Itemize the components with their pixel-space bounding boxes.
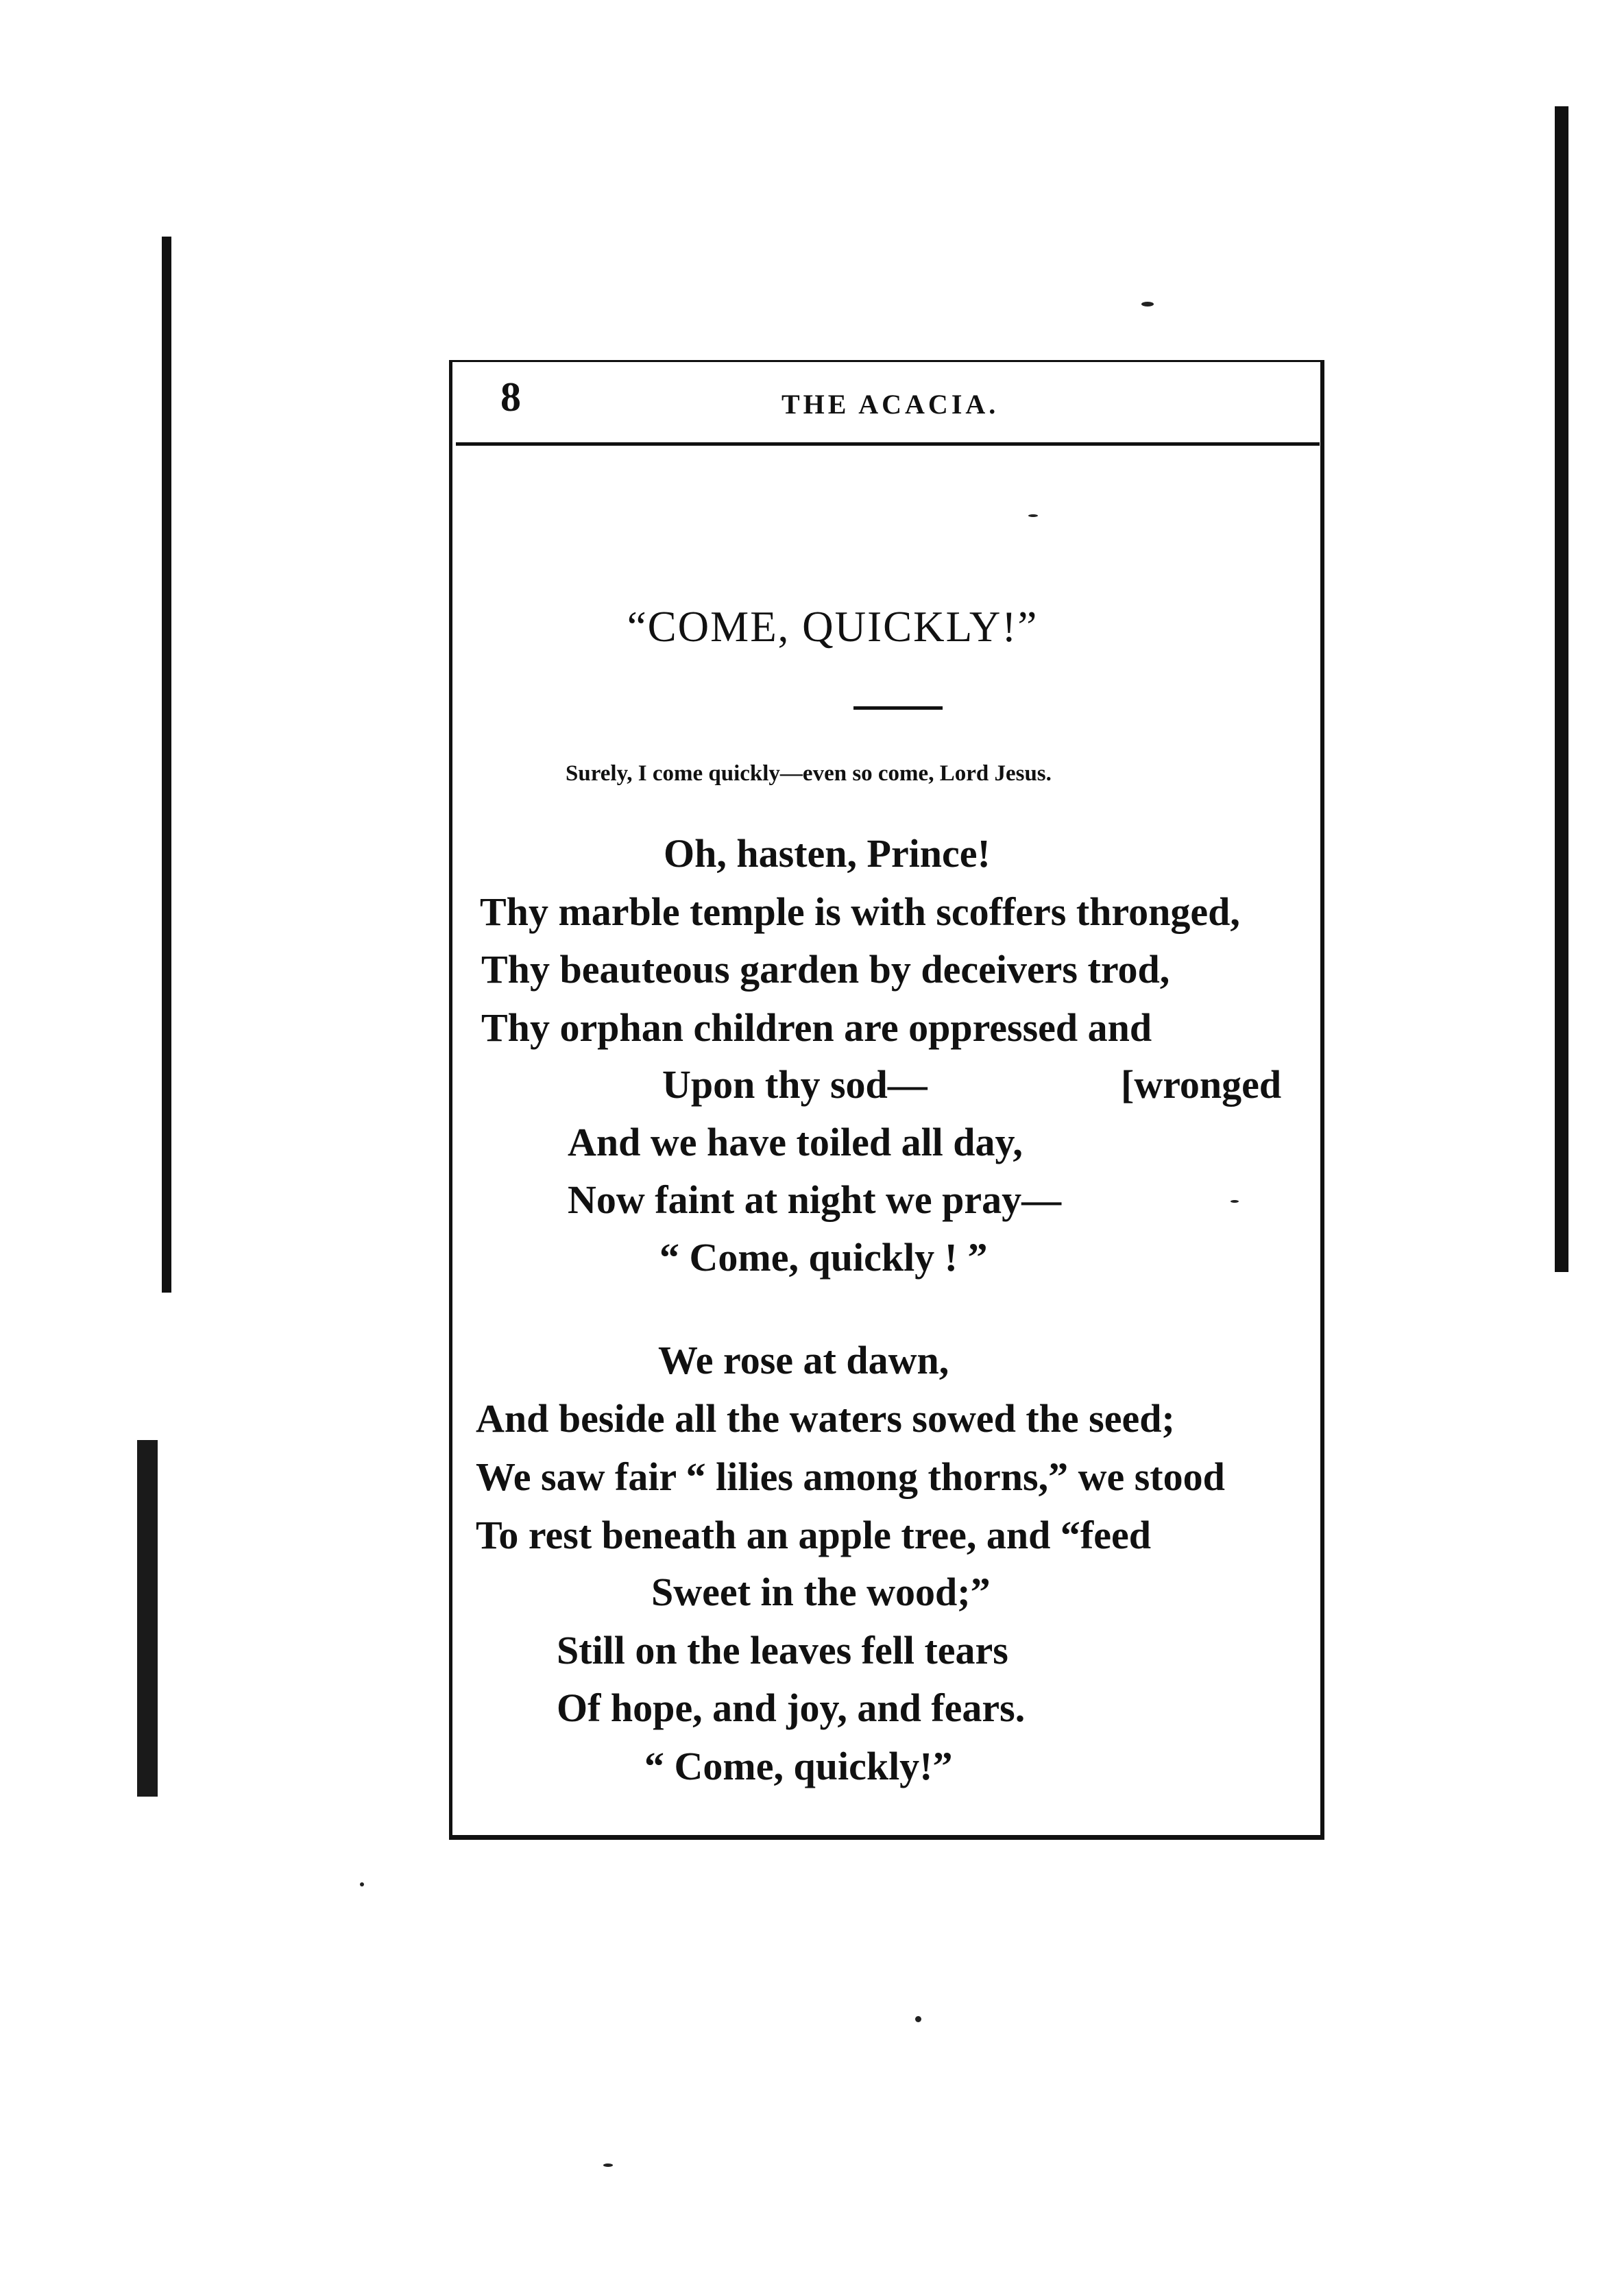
verse-line: Thy marble temple is with scoffers thronged,	[480, 889, 1240, 934]
scan-speck	[360, 1882, 364, 1886]
verse-line: And beside all the waters sowed the seed;	[476, 1396, 1175, 1441]
scan-speck	[1141, 302, 1154, 307]
header-rule	[456, 442, 1320, 446]
epigraph: Surely, I come quickly—even so come, Lord Jesus.	[566, 761, 1052, 786]
verse-line: We rose at dawn,	[658, 1338, 949, 1382]
scan-edge-left	[162, 237, 171, 1293]
scan-speck	[915, 2016, 921, 2022]
scan-speck	[603, 2163, 613, 2167]
verse-line: Thy orphan children are oppressed and	[481, 1005, 1152, 1050]
verse-refrain: “ Come, quickly ! ”	[659, 1235, 988, 1280]
scan-edge-left-lower	[137, 1440, 158, 1797]
title-rule	[853, 706, 943, 710]
scan-edge-right	[1555, 106, 1568, 1272]
verse-refrain: “ Come, quickly!”	[644, 1744, 953, 1788]
verse-line: Now faint at night we pray—	[568, 1177, 1062, 1222]
poem-title: “COME, QUICKLY!”	[627, 603, 1039, 651]
verse-line: Oh, hasten, Prince!	[664, 831, 991, 876]
verse-line: Of hope, and joy, and fears.	[557, 1686, 1026, 1730]
verse-line: And we have toiled all day,	[568, 1120, 1023, 1164]
verse-line: Thy beauteous garden by deceivers trod,	[481, 947, 1170, 992]
verse-line: We saw fair “ lilies among thorns,” we stood	[476, 1454, 1225, 1499]
verse-line-turnover: [wronged	[1121, 1062, 1282, 1107]
page-number: 8	[500, 374, 521, 420]
verse-line: Still on the leaves fell tears	[557, 1628, 1008, 1672]
verse-line: To rest beneath an apple tree, and “feed	[476, 1513, 1151, 1557]
verse-line: Sweet in the wood;”	[651, 1570, 991, 1614]
running-title: THE ACACIA.	[781, 389, 999, 420]
verse-line: Upon thy sod—	[662, 1062, 928, 1107]
